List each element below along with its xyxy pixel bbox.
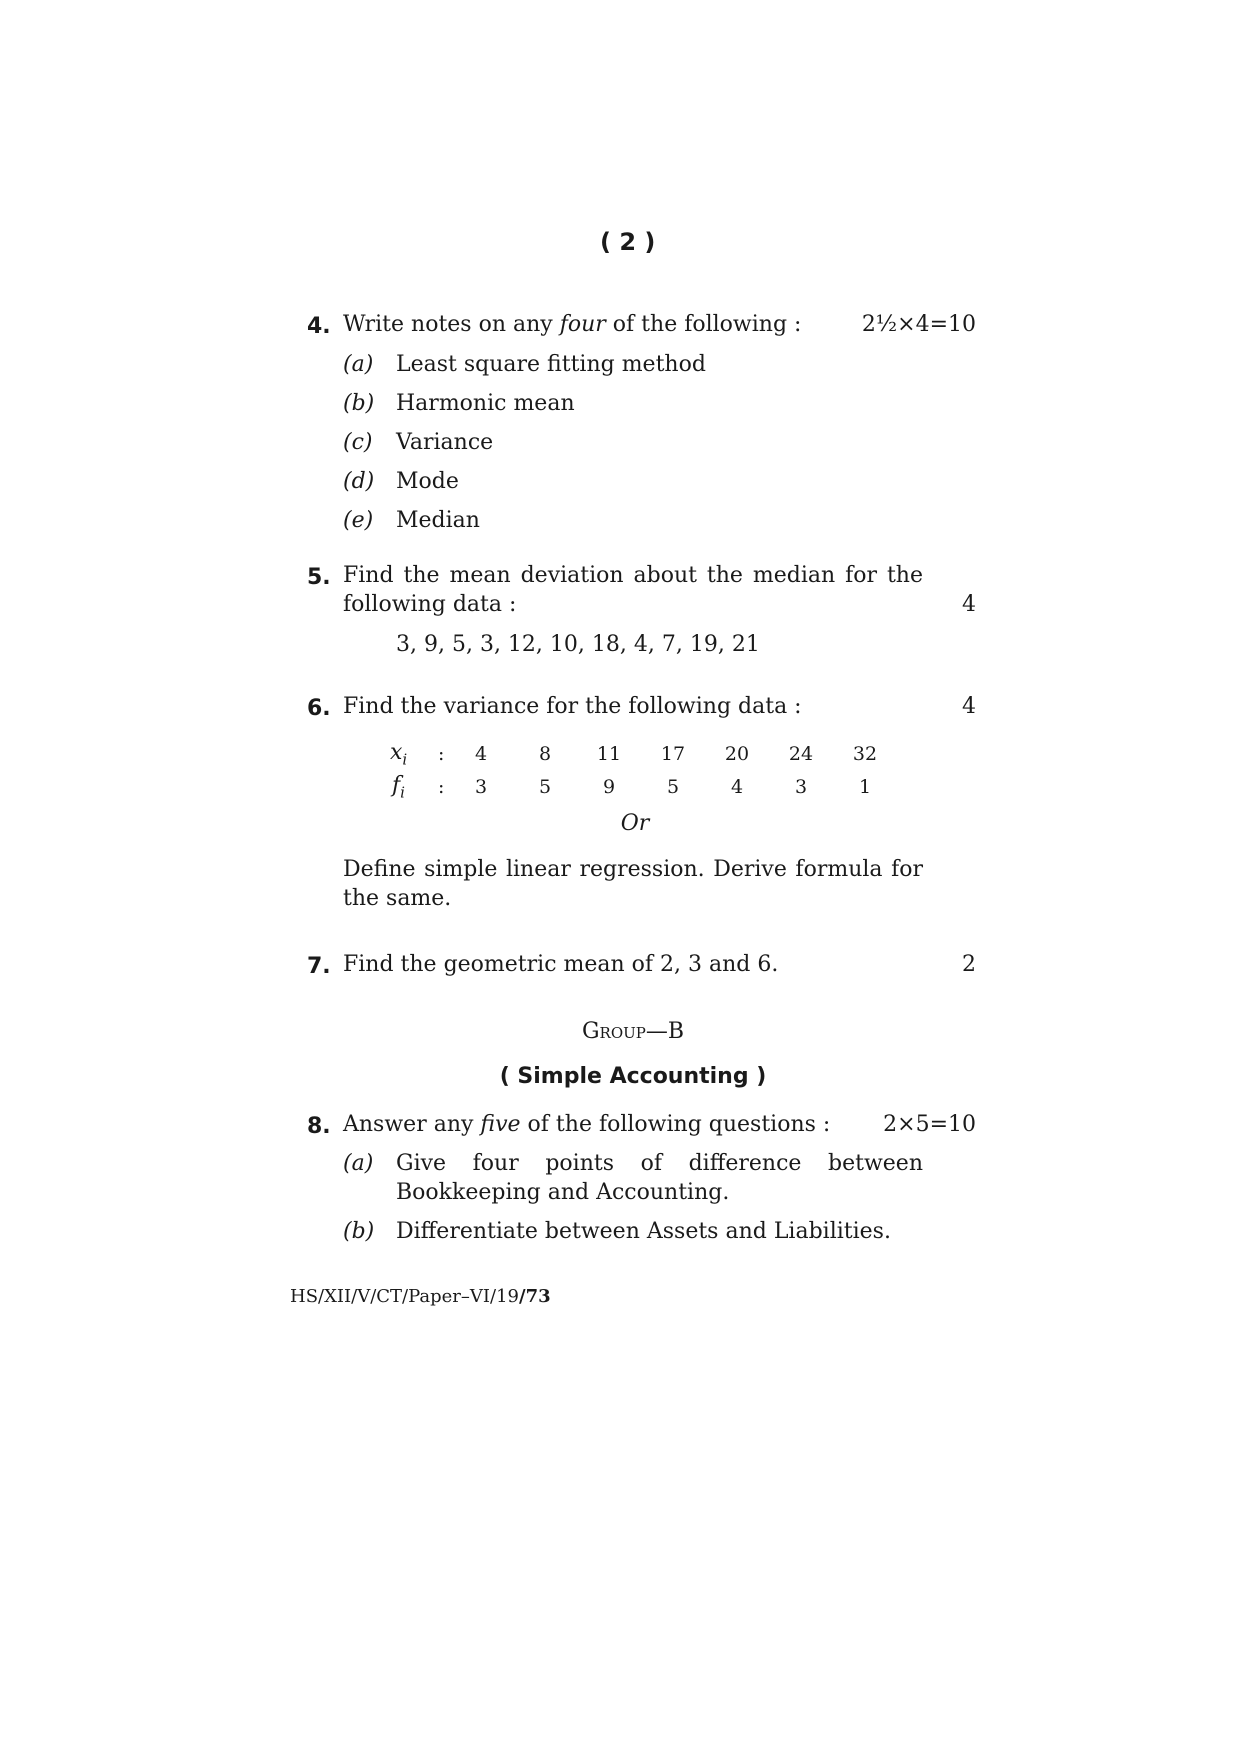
item-text: Median <box>396 508 480 533</box>
item-label: (a) <box>343 352 374 377</box>
question-number: 7. <box>307 954 331 979</box>
x-value: 8 <box>538 743 552 765</box>
question-text-part: Write notes on any <box>343 312 553 337</box>
item-label: (b) <box>343 1219 375 1244</box>
question-number: 6. <box>307 696 331 721</box>
group-title: Group—B <box>581 1019 685 1044</box>
colon: : <box>438 776 445 798</box>
question-text: following data : <box>343 592 517 617</box>
page-number: ( 2 ) <box>600 228 656 256</box>
question-text: Find the mean deviation about the median for the <box>343 563 923 588</box>
question-text-emphasis: five <box>480 1112 521 1137</box>
marks: 2×5=10 <box>883 1112 976 1137</box>
question-text-emphasis: four <box>559 312 606 337</box>
paper-code <box>290 1286 551 1307</box>
marks: 2 <box>962 952 976 977</box>
f-value: 4 <box>730 776 744 798</box>
question-number: 5. <box>307 565 331 590</box>
colon: : <box>438 743 445 765</box>
alternative-question-text: the same. <box>343 886 452 911</box>
item-text: Harmonic mean <box>396 391 575 416</box>
question-text-part: Answer any <box>343 1112 474 1137</box>
item-text: Differentiate between Assets and Liabilities. <box>396 1219 891 1244</box>
question-text: Find the geometric mean of 2, 3 and 6. <box>343 952 779 977</box>
x-value: 4 <box>474 743 488 765</box>
item-text: Variance <box>396 430 494 455</box>
marks: 4 <box>962 592 976 617</box>
x-label: $x_i$ <box>390 740 408 769</box>
question-text <box>343 312 801 337</box>
f-value: 5 <box>538 776 552 798</box>
f-label: $f_i$ <box>392 773 405 802</box>
question-number: 8. <box>307 1114 331 1139</box>
paper-code-suffix: /73 <box>519 1286 551 1307</box>
question-number: 4. <box>307 314 331 339</box>
x-value: 17 <box>660 743 686 765</box>
item-label: (d) <box>343 469 375 494</box>
item-label: (c) <box>343 430 373 455</box>
or-separator: Or <box>620 811 650 836</box>
question-text <box>343 1112 830 1137</box>
group-subtitle: ( Simple Accounting ) <box>499 1064 767 1089</box>
x-value: 11 <box>596 743 622 765</box>
data-list: 3, 9, 5, 3, 12, 10, 18, 4, 7, 19, 21 <box>396 632 760 657</box>
question-text-part: of the following : <box>612 312 802 337</box>
x-value: 32 <box>852 743 878 765</box>
item-text: Give four points of difference between <box>396 1151 923 1176</box>
item-label: (b) <box>343 391 375 416</box>
f-value: 3 <box>474 776 488 798</box>
item-text: Mode <box>396 469 459 494</box>
marks: 2½×4=10 <box>861 312 976 337</box>
x-value: 20 <box>724 743 750 765</box>
f-value: 1 <box>858 776 872 798</box>
question-text: Find the variance for the following data : <box>343 694 802 719</box>
item-label: (e) <box>343 508 374 533</box>
f-value: 3 <box>794 776 808 798</box>
f-value: 5 <box>666 776 680 798</box>
marks: 4 <box>962 694 976 719</box>
alternative-question-text: Define simple linear regression. Derive formula for <box>343 857 923 882</box>
f-value: 9 <box>602 776 616 798</box>
item-label: (a) <box>343 1151 374 1176</box>
item-text: Bookkeeping and Accounting. <box>396 1180 730 1205</box>
paper-code-text: HS/XII/V/CT/Paper–VI/19 <box>290 1286 519 1307</box>
x-value: 24 <box>788 743 814 765</box>
item-text: Least square fitting method <box>396 352 706 377</box>
question-text-part: of the following questions : <box>527 1112 831 1137</box>
